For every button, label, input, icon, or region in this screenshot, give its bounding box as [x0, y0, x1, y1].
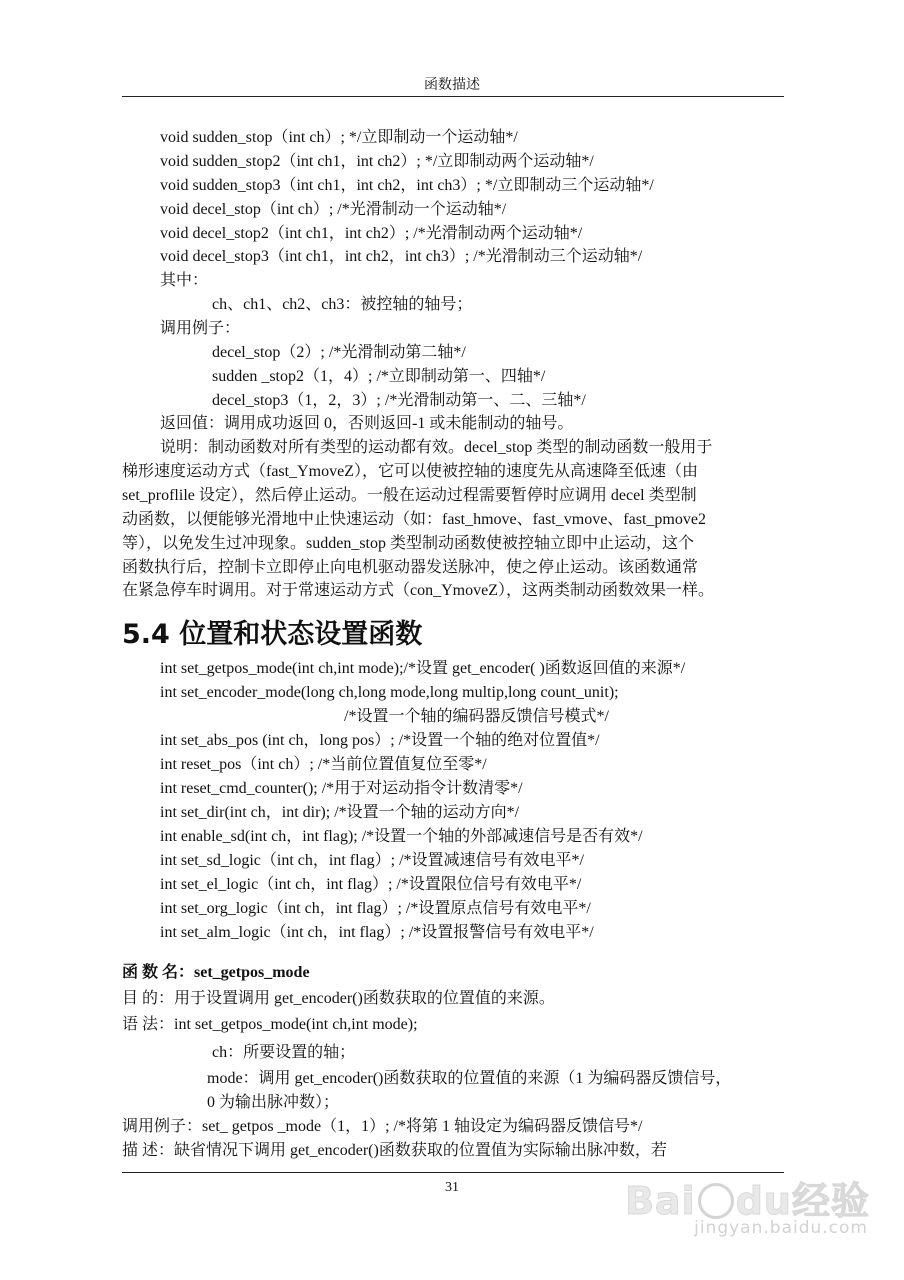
code-line: void decel_stop（int ch）; /*光滑制动一个运动轴*/	[160, 201, 507, 218]
page-header: 函数描述	[424, 78, 480, 93]
label-line: 调用例子：	[160, 320, 241, 337]
code-line: int set_abs_pos (int ch，long pos）; /*设置一个轴的绝对位置值*/	[160, 732, 600, 749]
example-line: decel_stop3（1，2，3）; /*光滑制动第一、二、三轴*/	[212, 392, 586, 409]
argument-mode-cont: 0 为输出脉冲数）；	[207, 1094, 340, 1111]
function-name-line	[122, 963, 310, 983]
watermark-logo: Bai du经验	[625, 1179, 870, 1223]
argument-ch: ch：所要设置的轴；	[212, 1044, 356, 1061]
paragraph-line: 梯形速度运动方式（fast_YmoveZ），它可以使被控轴的速度先从高速降至低速（由	[122, 463, 698, 480]
code-line: void sudden_stop（int ch）; */立即制动一个运动轴*/	[160, 129, 518, 146]
return-value-line: 返回值：调用成功返回 0，否则返回-1 或未能制动的轴号。	[160, 415, 574, 432]
code-line: int set_alm_logic（int ch，int flag）; /*设置报警信号有效电平*/	[160, 924, 594, 941]
code-line: int set_dir(int ch，int dir); /*设置一个轴的运动方向*/	[160, 804, 520, 821]
code-line: int set_encoder_mode(long ch,long mode,long multip,long count_unit);	[160, 684, 619, 701]
watermark-url: jingyan.baidu.com	[694, 1218, 868, 1238]
code-line: int set_sd_logic（int ch，int flag）; /*设置减速信号有效电平*/	[160, 852, 584, 869]
code-comment-line: /*设置一个轴的编码器反馈信号模式*/	[344, 708, 609, 725]
header-rule	[122, 96, 784, 97]
code-line: int reset_pos（int ch）; /*当前位置值复位至零*/	[160, 756, 487, 773]
label-line: 其中：	[160, 272, 209, 289]
indent-line: ch、ch1、ch2、ch3：被控轴的轴号；	[212, 296, 473, 313]
code-line: int set_el_logic（int ch，int flag）; /*设置限位信号有效电平*/	[160, 876, 582, 893]
example-line: sudden _stop2（1，4）; /*立即制动第一、四轴*/	[212, 368, 546, 385]
function-description: 描 述：缺省情况下调用 get_encoder()函数获取的位置值为实际输出脉冲数，若	[122, 1142, 667, 1159]
paragraph-line: 函数执行后，控制卡立即停止向电机驱动器发送脉冲，使之停止运动。该函数通常	[122, 559, 699, 576]
code-line: int set_org_logic（int ch，int flag）; /*设置原点信号有效电平*/	[160, 900, 591, 917]
paragraph-line: 动函数，以便能够光滑地中止快速运动（如：fast_hmove、fast_vmove、fast_pmove2	[122, 511, 706, 528]
code-line: void decel_stop3（int ch1，int ch2，int ch3）; /*光滑制动三个运动轴*/	[160, 248, 643, 265]
function-syntax: 语 法：int set_getpos_mode(int ch,int mode);	[122, 1016, 418, 1033]
paragraph-line: 等），以免发生过冲现象。sudden_stop 类型制动函数使被控轴立即中止运动，这个	[122, 535, 695, 552]
page-number: 31	[445, 1180, 459, 1195]
paragraph-line: set_proflile 设定），然后停止运动。一般在运动过程需要暂停时应调用 decel 类型制	[122, 487, 697, 504]
watermark	[625, 1170, 900, 1260]
code-line: int set_getpos_mode(int ch,int mode);/*设置 get_encoder( )函数返回值的来源*/	[160, 660, 686, 677]
paragraph-line: 说明：制动函数对所有类型的运动都有效。decel_stop 类型的制动函数一般用于	[160, 439, 713, 456]
code-line: int reset_cmd_counter(); /*用于对运动指令计数清零*/	[160, 780, 523, 797]
function-purpose: 目 的：用于设置调用 get_encoder()函数获取的位置值的来源。	[122, 990, 555, 1007]
argument-mode: mode：调用 get_encoder()函数获取的位置值的来源（1 为编码器反馈信号，	[207, 1070, 732, 1087]
code-line: void sudden_stop3（int ch1，int ch2，int ch3）; */立即制动三个运动轴*/	[160, 177, 654, 194]
paw-icon	[698, 1183, 734, 1219]
function-name: set_getpos_mode	[194, 964, 310, 981]
code-line: int enable_sd(int ch，int flag); /*设置一个轴的外部减速信号是否有效*/	[160, 828, 643, 845]
section-title: 5.4 位置和状态设置函数	[122, 619, 423, 650]
paragraph-line: 在紧急停车时调用。对于常速运动方式（con_YmoveZ），这两类制动函数效果一样。	[122, 582, 714, 599]
example-line: decel_stop（2）; /*光滑制动第二轴*/	[212, 344, 466, 361]
function-example: 调用例子：set_ getpos _mode（1，1）; /*将第 1 轴设定为编码器反馈信号*/	[122, 1118, 643, 1135]
code-line: void sudden_stop2（int ch1，int ch2）; */立即制动两个运动轴*/	[160, 153, 594, 170]
function-name-label: 函 数 名：	[122, 964, 195, 981]
code-line: void decel_stop2（int ch1，int ch2）; /*光滑制动两个运动轴*/	[160, 225, 583, 242]
